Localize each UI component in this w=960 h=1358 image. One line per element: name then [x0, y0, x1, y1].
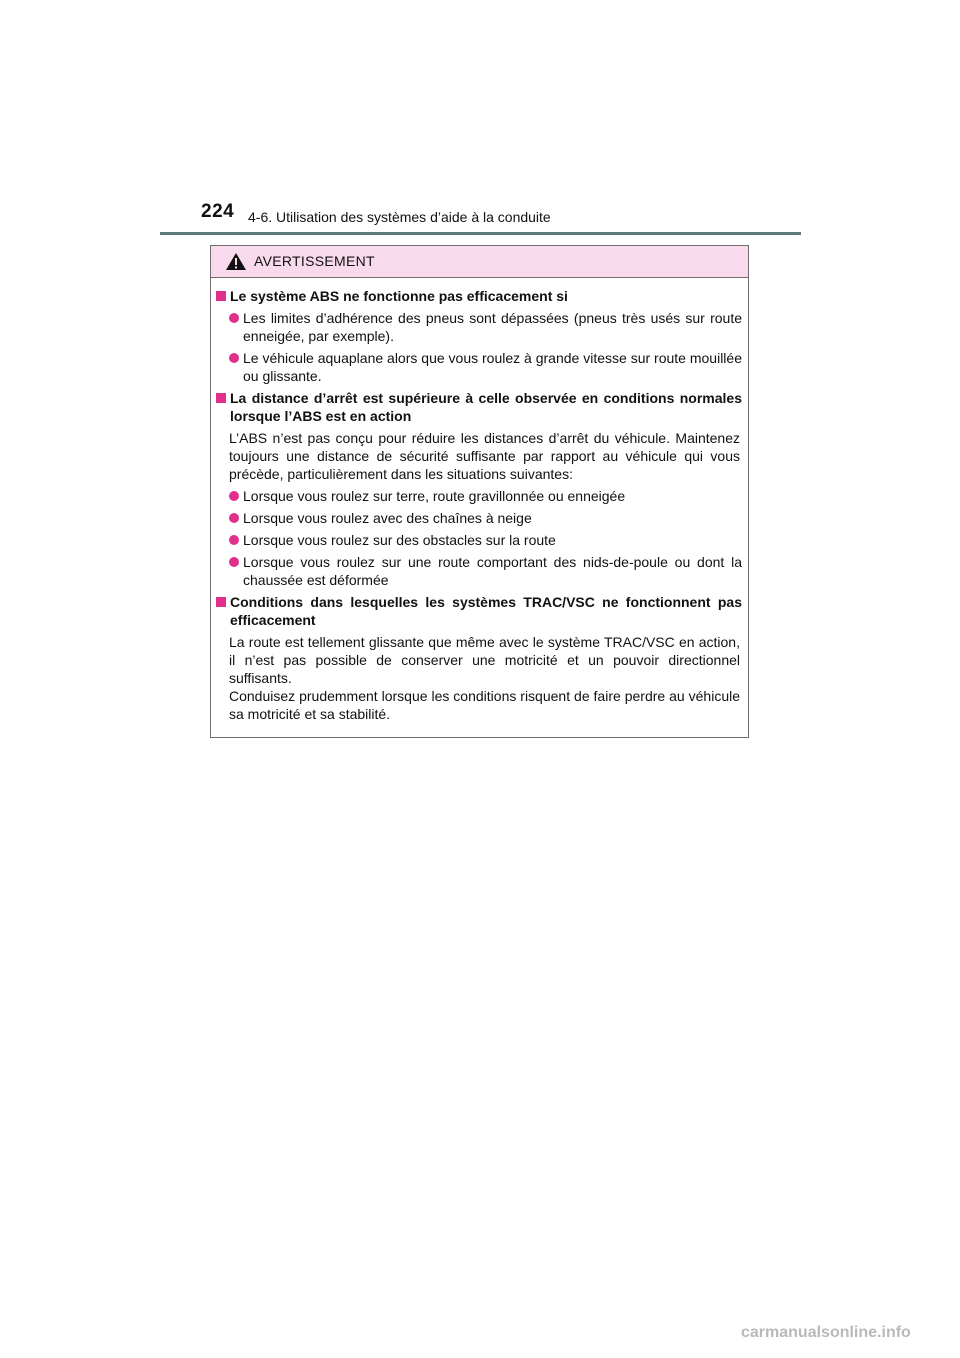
heading-text: Conditions dans lesquelles les systèmes TRAC/VSC ne fonctionnent pas efficacement	[230, 594, 742, 628]
list-item	[229, 309, 742, 345]
circle-bullet-icon	[229, 313, 239, 323]
list-item-text: Lorsque vous roulez sur des obstacles sur la route	[243, 532, 556, 548]
section-heading-stopping-distance	[216, 389, 742, 425]
warning-header	[211, 246, 748, 278]
paragraph: L’ABS n’est pas conçu pour réduire les distances d’arrêt du véhicule. Maintenez toujours une distance de sécurité suffisante par rapport au véhicule qui vous précède, particulièrement dans les situations suivantes:	[229, 430, 740, 482]
watermark: carmanualsonline.info	[741, 1324, 911, 1341]
list-item	[229, 487, 742, 505]
circle-bullet-icon	[229, 353, 239, 363]
list-item	[229, 553, 742, 589]
section-heading-abs	[216, 287, 742, 305]
square-bullet-icon	[216, 393, 226, 403]
list-item-text: Lorsque vous roulez sur une route comportant des nids-de-poule ou dont la chaussée est déformée	[243, 554, 742, 588]
list-item	[229, 509, 742, 527]
section-heading-trac-vsc	[216, 593, 742, 629]
list-item	[229, 349, 742, 385]
list-item	[229, 531, 742, 549]
list-item-text: Lorsque vous roulez sur terre, route gravillonnée ou enneigée	[243, 488, 626, 504]
circle-bullet-icon	[229, 557, 239, 567]
warning-box	[210, 245, 749, 738]
page-number: 224	[201, 201, 235, 222]
warning-content	[211, 287, 748, 723]
circle-bullet-icon	[229, 513, 239, 523]
list-item-text: Lorsque vous roulez avec des chaînes à neige	[243, 510, 532, 526]
warning-title: AVERTISSEMENT	[254, 253, 375, 269]
header-rule	[160, 232, 801, 235]
heading-text: La distance d’arrêt est supérieure à celle observée en conditions normales lorsque l’ABS est en action	[230, 390, 742, 424]
heading-text: Le système ABS ne fonctionne pas efficacement si	[230, 288, 568, 304]
circle-bullet-icon	[229, 535, 239, 545]
square-bullet-icon	[216, 291, 226, 301]
list-item-text: Le véhicule aquaplane alors que vous roulez à grande vitesse sur route mouillée ou glissante.	[243, 350, 742, 384]
warning-triangle-icon	[225, 252, 247, 271]
list-item-text: Les limites d’adhérence des pneus sont dépassées (pneus très usés sur route enneigée, par exemple).	[243, 310, 742, 344]
paragraph: La route est tellement glissante que même avec le système TRAC/VSC en action, il n’est pas possible de conserver une motricité et un pouvoir directionnel suffisants.	[229, 634, 740, 686]
section-title: 4-6. Utilisation des systèmes d’aide à la conduite	[248, 209, 551, 225]
paragraph: Conduisez prudemment lorsque les conditions risquent de faire perdre au véhicule sa motricité et sa stabilité.	[229, 688, 740, 722]
circle-bullet-icon	[229, 491, 239, 501]
square-bullet-icon	[216, 597, 226, 607]
